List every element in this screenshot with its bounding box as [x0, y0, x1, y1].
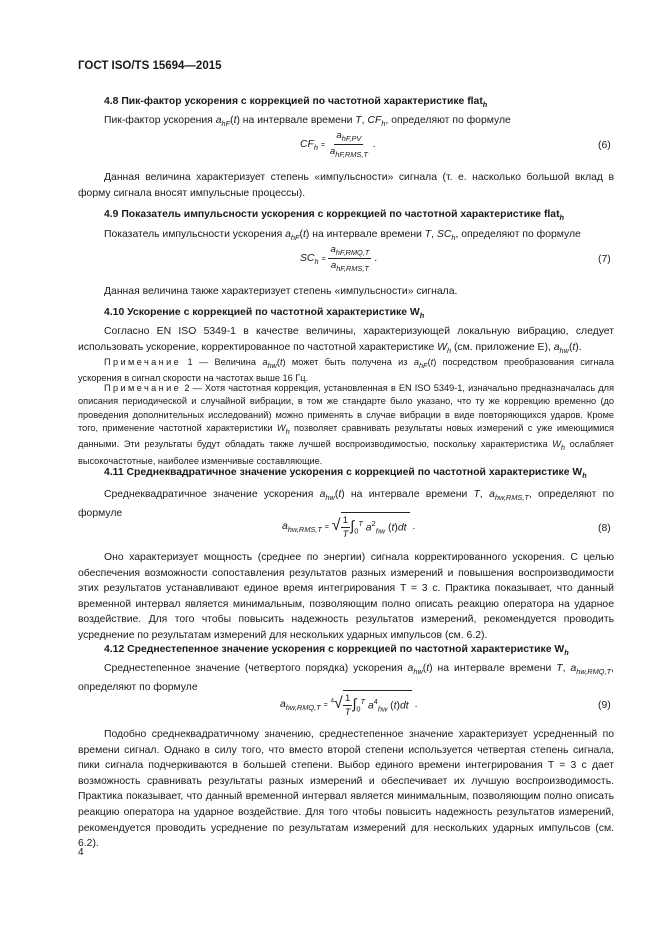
section-4-12-description: Подобно среднеквадратичному значению, среднестепенное значение характеризует усредненный по времени сигнал. Однако в силу того, что вместо второй степени используется четвертая степень сигнала, пики сигнала подчеркиваются в большей степени. Выбор единого времени интегрирования T = 3 с дает возможность сравнивать результаты разных измерений и обеспечивает их лучшую воспроизводимость. Практика показывает, что данный временной интервал является минимальным, позволяющим полно описать реакцию оператора на ударное воздействие. Для того чтобы повысить надежность результатов измерений, рекомендуется проводить усреднение по результатам измерений для нескольких ударных импульсов (см. 6.2).	[78, 729, 614, 850]
formula-6: $CF_h$ = $\frac{a_{hF,PV}}{a_{hF,RMS,T}}$ .	[300, 130, 376, 159]
document-header: ГОСТ ISO/TS 15694—2015	[78, 60, 222, 72]
section-4-11-title: 4.11 Среднеквадратичное значение ускорения с коррекцией по частотной характеристике $W_h$	[104, 467, 587, 481]
section-4-10-title: 4.10 Ускорение с коррекцией по частотной характеристике $W_h$	[104, 307, 425, 321]
section-4-11-description: Оно характеризует мощность (среднее по энергии) сигнала корректированного ускорения. С целью обеспечения возможности сопоставления результатов разных измерений и повышения воспроизводимости этих результатов устанавливают единое время интегрирования T = 3 с. Практика показывает, что данный временной интервал является минимальным, позволяющим полно описать реакцию оператора на ударное воздействие. Для того чтобы повысить надежность результатов измерений, рекомендуется проводить усреднение по результатам измерений для нескольких ударных импульсов (см. 6.2).	[78, 552, 614, 641]
section-4-12-intro: Среднестепенное значение (четвертого порядка) ускорения $a_{hw}(t)$ на интервале времени T, $a_{hw,RMQ,T}$, определяют по формуле	[78, 663, 615, 693]
section-4-8-title: 4.8 Пик-фактор ускорения с коррекцией по частотной характеристике flat$_h$	[104, 96, 488, 110]
section-4-8-description: Данная величина характеризует степень «импульсности» сигнала (т. е. насколько большой вклад в форму сигнала вносят импульсные процессы).	[78, 172, 614, 199]
equation-number-8: (8)	[598, 523, 611, 534]
section-4-9-intro: Показатель импульсности ускорения $a_{hF}(t)$ на интервале времени T, $SC_h$, определяют по формуле	[104, 229, 581, 243]
equation-number-7: (7)	[598, 254, 611, 265]
note-2: Примечание 2 — Хотя частотная коррекция, установленная в EN ISO 5349-1, изначально предназначалась для описания периодической и случайной вибрации, в том же стандарте было указано, что ту же коррекцию временно (до проведения дополнительных исследований) можно применять в случае вибрации в виде повторяющихся ударов. Кроме того, применение частотной характеристики $W_h$ позволяет сравнивать результаты новых измерений с уже имеющимися данными. Эти результаты будут обладать также лучшей воспроизводимостью, поскольку характеристика $W_h$ ослабляет высокочастотные, наиболее изменчивые составляющие.	[78, 383, 615, 466]
formula-7: $SC_h$ = $\frac{a_{hF,RMQ,T}}{a_{hF,RMS,T}}$ .	[300, 244, 378, 273]
formula-8: $a_{hw,RMS,T}$ = √ $\frac{1}{T}$ $\int_0^T$ $a^2_{hw}$ (t)dt .	[282, 512, 415, 540]
section-4-11-intro: Среднеквадратичное значение ускорения $a_{hw}(t)$ на интервале времени T, $a_{hw,RMS,T}$, определяют по формуле	[78, 489, 614, 519]
section-4-9-title: 4.9 Показатель импульсности ускорения с коррекцией по частотной характеристике flat$_h$	[104, 209, 565, 223]
section-4-12-title: 4.12 Среднестепенное значение ускорения с коррекцией по частотной характеристике $W_h$	[104, 644, 569, 658]
formula-9: $a_{hw,RMQ,T} = ^4√$ $\frac{1}{T}$ $\int_0^T$ $a^4_{hw}$ (t)dt .	[280, 690, 417, 718]
equation-number-9: (9)	[598, 700, 611, 711]
section-4-9-description: Данная величина также характеризует степень «импульсности» сигнала.	[104, 286, 458, 297]
section-4-8-intro: Пик-фактор ускорения $a_{hF}(t)$ на интервале времени T, $CF_h$, определяют по формуле	[104, 115, 511, 129]
page-number: 4	[78, 847, 84, 858]
note-1: Примечание 1 — Величина $a_{hw}(t)$ может быть получена из $a_{hF}(t)$ посредством преобразования сигнала ускорения в сигнал скорости на частотах выше 16 Гц.	[78, 357, 614, 384]
section-4-10-paragraph: Согласно EN ISO 5349-1 в качестве величины, характеризующей локальную вибрацию, следует использовать ускорение, корректированное по частотной характеристике $W_h$ (см. приложение E), $a_{hw}(t)$.	[78, 326, 614, 355]
equation-number-6: (6)	[598, 140, 611, 151]
